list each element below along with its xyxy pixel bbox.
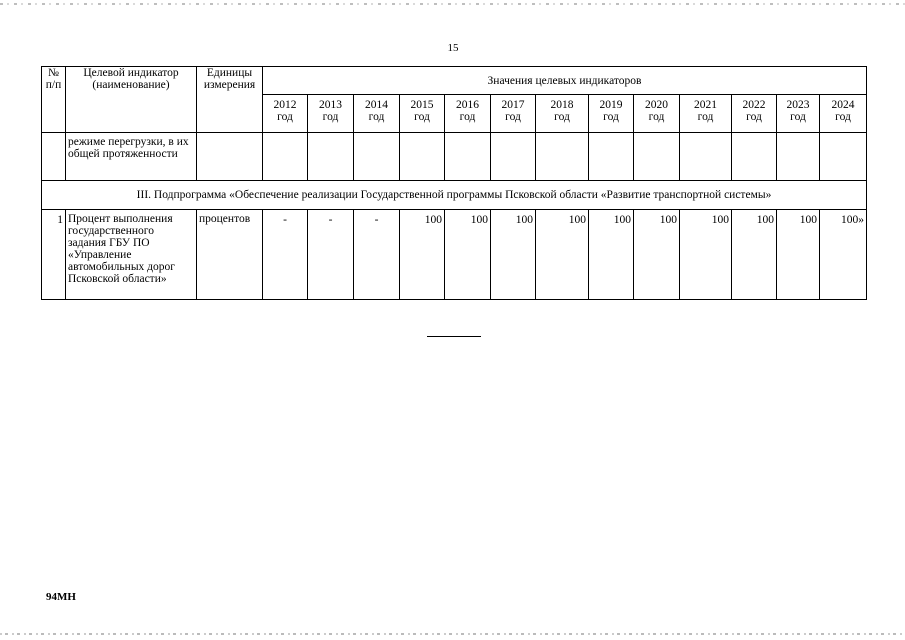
value-cell: - [308,210,354,300]
header-indicator: Целевой индикатор (наименование) [66,67,197,133]
scan-noise-top [0,3,905,5]
year-header: 2014 год [354,95,400,133]
value-cell: - [263,210,308,300]
value-cell: 100 [634,210,680,300]
year-header: 2017 год [491,95,536,133]
continued-indicator-text: режиме перегрузки, в их общей протяженности [66,133,197,181]
value-cell: 100 [536,210,589,300]
continued-row [42,133,867,181]
scan-noise-bottom [0,633,905,635]
value-cell: - [354,210,400,300]
page-number: 15 [447,42,459,54]
year-header: 2020 год [634,95,680,133]
section-title: III. Подпрограмма «Обеспечение реализации Государственной программы Псковской области «Развитие транспортной системы» [42,181,867,210]
value-cell: 100 [445,210,491,300]
year-header: 2019 год [589,95,634,133]
value-cell: 100» [820,210,867,300]
year-header: 2021 год [680,95,732,133]
row-num: 1 [42,210,66,300]
row-indicator: Процент выполнения государственного задания ГБУ ПО «Управление автомобильных дорог Псковской области» [66,210,197,300]
end-divider [427,336,481,337]
year-header: 2022 год [732,95,777,133]
indicators-table [41,66,867,300]
value-cell: 100 [777,210,820,300]
year-header: 2018 год [536,95,589,133]
value-cell: 100 [680,210,732,300]
year-header: 2023 год [777,95,820,133]
value-cell: 100 [491,210,536,300]
value-cell: 100 [589,210,634,300]
header-values: Значения целевых индикаторов [263,67,867,95]
row-units: процентов [197,210,263,300]
value-cell: 100 [400,210,445,300]
footer-code: 94МН [46,591,76,603]
year-header: 2016 год [445,95,491,133]
value-cell: 100 [732,210,777,300]
header-num: № п/п [42,67,66,133]
table-row [42,210,867,300]
section-row [42,181,867,210]
year-header: 2013 год [308,95,354,133]
year-header: 2024 год [820,95,867,133]
header-units: Единицы измерения [197,67,263,133]
year-header: 2015 год [400,95,445,133]
year-header: 2012 год [263,95,308,133]
